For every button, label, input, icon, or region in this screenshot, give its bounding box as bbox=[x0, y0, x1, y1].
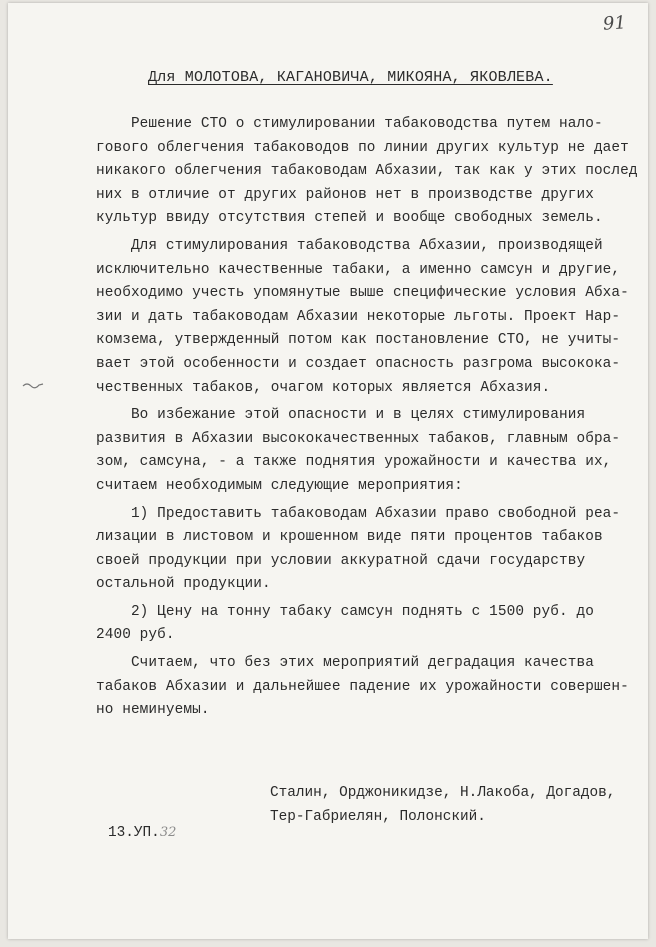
text-line: своей продукции при условии аккуратной сдачи государству bbox=[96, 552, 586, 569]
text-line: табаков Абхазии и дальнейшее падение их урожайности совершен- bbox=[96, 678, 629, 695]
text-line: зом, самсуна, - а также поднятия урожайности и качества их, bbox=[96, 454, 612, 471]
date-typed: 13.УП. bbox=[108, 825, 160, 841]
text-line: но неминуемы. bbox=[96, 702, 210, 719]
paragraph bbox=[96, 652, 634, 723]
text-line: 2400 руб. bbox=[96, 627, 175, 644]
document-heading: Для МОЛОТОВА, КАГАНОВИЧА, МИКОЯНА, ЯКОВЛЕВА. bbox=[148, 69, 553, 86]
text-line: необходимо учесть упомянутые выше специфические условия Абха- bbox=[96, 285, 629, 302]
document-date bbox=[108, 825, 176, 841]
text-line: развития в Абхазии высококачественных табаков, главным обра- bbox=[96, 430, 621, 447]
text-line: считаем необходимым следующие мероприятия: bbox=[96, 477, 463, 494]
signers-line: Тер-Габриелян, Полонский. bbox=[270, 809, 486, 825]
text-line: Во избежание этой опасности и в целях стимулирования bbox=[96, 407, 586, 424]
paragraph bbox=[96, 113, 638, 231]
text-line: Решение СТО о стимулировании табаководства путем нало- bbox=[96, 116, 603, 132]
text-line: 1) Предоставить табаководам Абхазии право свободной реа- bbox=[96, 505, 621, 522]
text-line: исключительно качественные табаки, а именно самсун и другие, bbox=[96, 261, 621, 278]
paragraph bbox=[96, 601, 634, 648]
date-handwritten: 32 bbox=[159, 825, 177, 840]
margin-mark bbox=[22, 381, 44, 389]
text-line: никакого облегчения табаководам Абхазии, так как у этих послед bbox=[96, 163, 638, 180]
text-line: зии и дать табаководам Абхазии некоторые льготы. Проект Нар- bbox=[96, 308, 621, 325]
paragraph bbox=[96, 235, 634, 400]
text-line: гового облегчения табаководов по линии других культур не дает bbox=[96, 139, 629, 156]
text-line: остальной продукции. bbox=[96, 576, 271, 593]
signers-line: Сталин, Орджоникидзе, Н.Лакоба, Догадов, bbox=[270, 785, 616, 801]
text-line: них в отличие от других районов нет в производстве других bbox=[96, 186, 594, 203]
text-line: чественных табаков, очагом которых является Абхазия. bbox=[96, 379, 551, 396]
text-line: Считаем, что без этих мероприятий деградация качества bbox=[96, 655, 594, 672]
text-line: вает этой особенности и создает опасность разгрома высокока- bbox=[96, 355, 621, 372]
paragraph bbox=[96, 404, 634, 498]
document-page bbox=[8, 3, 648, 939]
document-body bbox=[96, 113, 638, 723]
text-line: 2) Цену на тонну табаку самсун поднять с 1500 руб. до bbox=[96, 603, 594, 620]
text-line: Для стимулирования табаководства Абхазии, производящей bbox=[96, 237, 603, 254]
text-line: комзема, утвержденный потом как постановление СТО, не учиты- bbox=[96, 332, 621, 349]
signatories bbox=[270, 781, 615, 829]
text-line: культур ввиду отсутствия степей и вообще свободных земель. bbox=[96, 210, 603, 227]
page-number: 91 bbox=[602, 12, 627, 35]
text-line: лизации в листовом и крошенном виде пяти процентов табаков bbox=[96, 529, 603, 546]
paragraph bbox=[96, 503, 634, 597]
